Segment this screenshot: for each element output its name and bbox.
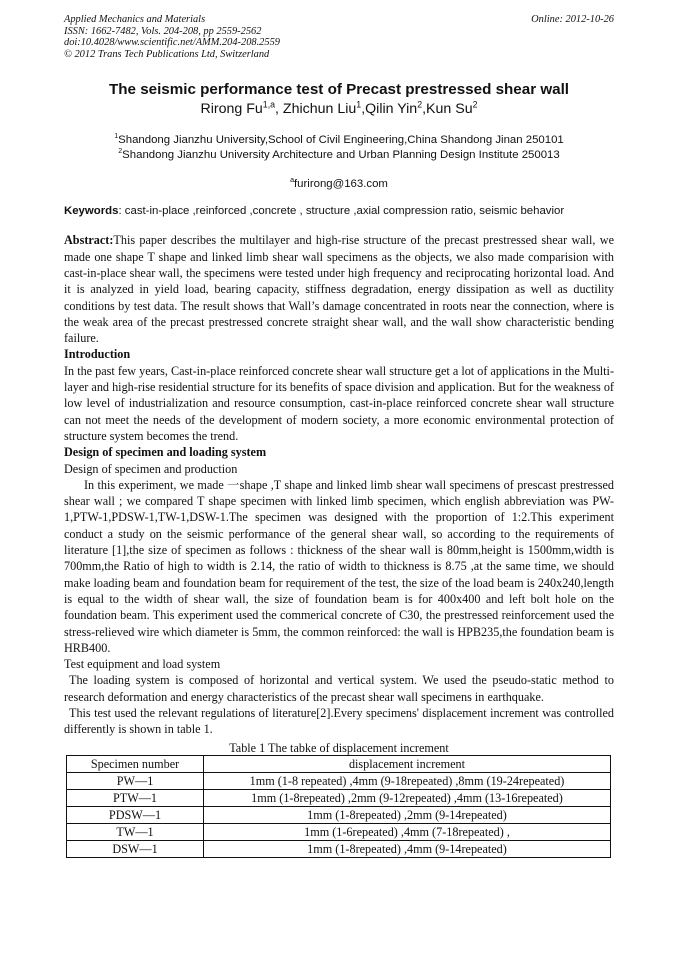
author-sup: 2 [472,99,478,110]
affiliation-1 [64,133,614,148]
author-sup: 1,a [262,99,276,110]
keywords-label: Keywords [64,205,119,218]
table-cell-specimen: PTW—1 [67,789,204,806]
email-text: furirong@163.com [294,178,388,191]
table-cell-specimen: TW—1 [67,823,204,840]
table-cell-increment: 1mm (1-6repeated) ,4mm (7-18repeated) , [204,823,611,840]
test-paragraph-1: The loading system is composed of horizontal and vertical system. We used the pseudo-static method to research deformation and energy characteristics of the precast shear wall specimens in earthquake. [64,673,614,704]
author-sup: 2 [417,99,423,110]
displacement-table [66,755,611,858]
test-paragraph-2: This test used the relevant regulations of literature[2].Every specimens' displacement increment was controlled differently is shown in table 1. [64,705,614,737]
keywords-text: : cast-in-place ,reinforced ,concrete , structure ,axial compression ratio, seismic behavior [118,205,565,218]
keywords [64,205,614,217]
design-heading: Design of specimen and loading system [64,445,267,460]
table-cell-specimen: PW—1 [67,772,204,789]
author-name: Zhichun Liu [282,101,357,118]
intro-paragraph: In the past few years, Cast-in-place reinforced concrete shear wall structure get a lot of applications in the Multi-layer and high-rise residential structure for its benefits of space division and application. But for the weakness of low level of industrialization and resource consumption, cast-in-place reinforced concrete shear wall structure can not meet the needs of the development of modern society, a more economic environmental protection of structure system becomes the trend. [64,363,614,443]
journal-name: Applied Mechanics and Materials [64,14,206,25]
table-cell-increment: 1mm (1-8repeated) ,2mm (9-12repeated) ,4mm (13-16repeated) [204,789,611,806]
table-cell-increment: 1mm (1-8 repeated) ,4mm (9-18repeated) ,8mm (19-24repeated) [204,772,611,789]
table-row [67,772,611,789]
table-cell-increment: 1mm (1-8repeated) ,2mm (9-14repeated) [204,806,611,823]
affiliation-sup: 2 [118,148,123,156]
author-sup: 1 [356,99,362,110]
affiliation-text: Shandong Jianzhu University Architecture and Urban Planning Design Institute 250013 [122,149,560,162]
author-name: Rirong Fu [200,101,263,118]
journal-issn: ISSN: 1662-7482, Vols. 204-208, pp 2559-2562 [64,25,262,37]
table-cell-increment: 1mm (1-8repeated) ,4mm (9-14repeated) [204,840,611,857]
table-header-row [67,755,611,772]
design-paragraph: In this experiment, we made 一shape ,T shape and linked limb shear wall specimens of prescast prestressed shear wall ; we compared T shape specimen with linked limb specimen, which english abbreviation was PW-1,PTW-1,PDSW-1,TW-1,DSW-1.The specimen was designed with the proportion of 1:2.This experiment conduct a study on the seismic performance of the general shear wall, so according to the requirements of literature [1],the size of specimen as follows : thickness of the shear wall is 80mm,height is 1500mm,width is 700mm,the Ratio of high to width is 2.14, the ratio of width to thickness is 8.75 ,at the same time, we should make loading beam and foundation beam for requirement of the test, the size of the load beam is 240x240,length is equal to the width of shear wall, the size of foundation beam is for 400x400 and left bolt hole on the foundation beam. This experiment used the commerical concrete of C30, the prestressed reinforcement used the stress-relieved wire which diameter is 5mm, the common reinforced: the wall is HPB235,the foundation beam is HRB400. [64,477,614,655]
author-email [64,178,614,190]
affiliation-2 [64,148,614,163]
table-cell-specimen: DSW—1 [67,840,204,857]
journal-copyright: © 2012 Trans Tech Publications Ltd, Switzerland [64,48,270,60]
abstract [64,232,614,346]
table-caption: Table 1 The tabke of displacement increment [229,740,449,755]
paper-page [64,14,614,858]
journal-header [64,14,614,60]
table-row [67,789,611,806]
online-date: Online: 2012-10-26 [531,14,614,25]
table-row [67,840,611,857]
email-sup: a [290,177,295,185]
affiliation-sup: 1 [114,133,119,141]
author-name: Qilin Yin [365,101,418,118]
abstract-text: This paper describes the multilayer and high-rise structure of the precast prestressed shear wall, we made one shape T shape and linked limb shear wall specimens as the objects, we also made comparision with cast-in-place shear wall, the specimens were tested under high frequency and reciprocating horizontal load. And it is analyzed in yield load, bearing capacity, stiffness degradation, energy dissipation as well as ductility conditions by test data. The result shows that Wall’s damage concentrated in roots near the connection, where is the weak area of the precast prestressed concrete straight shear wall, and the wall show characteristic bending failure. [64,233,614,346]
design-subheading: Design of specimen and production [64,461,238,476]
affiliation-text: Shandong Jianzhu University,School of Civil Engineering,China Shandong Jinan 250101 [118,134,564,147]
table-header-cell: displacement increment [204,755,611,772]
author-list: Rirong Fu$^{1,a}$, Zhichun Liu$^1$,Qilin Yin$^2$,Kun Su$^2$ [200,99,478,118]
intro-heading: Introduction [64,347,131,362]
test-subheading: Test equipment and load system [64,657,221,672]
paper-title: The seismic performance test of Precast prestressed shear wall [108,81,570,99]
table-header-cell: Specimen number [67,755,204,772]
author-name: Kun Su [426,101,473,118]
table-cell-specimen: PDSW—1 [67,806,204,823]
abstract-label: Abstract: [64,233,114,248]
table-row [67,806,611,823]
table-row [67,823,611,840]
journal-doi: doi:10.4028/www.scientific.net/AMM.204-208.2559 [64,37,280,49]
